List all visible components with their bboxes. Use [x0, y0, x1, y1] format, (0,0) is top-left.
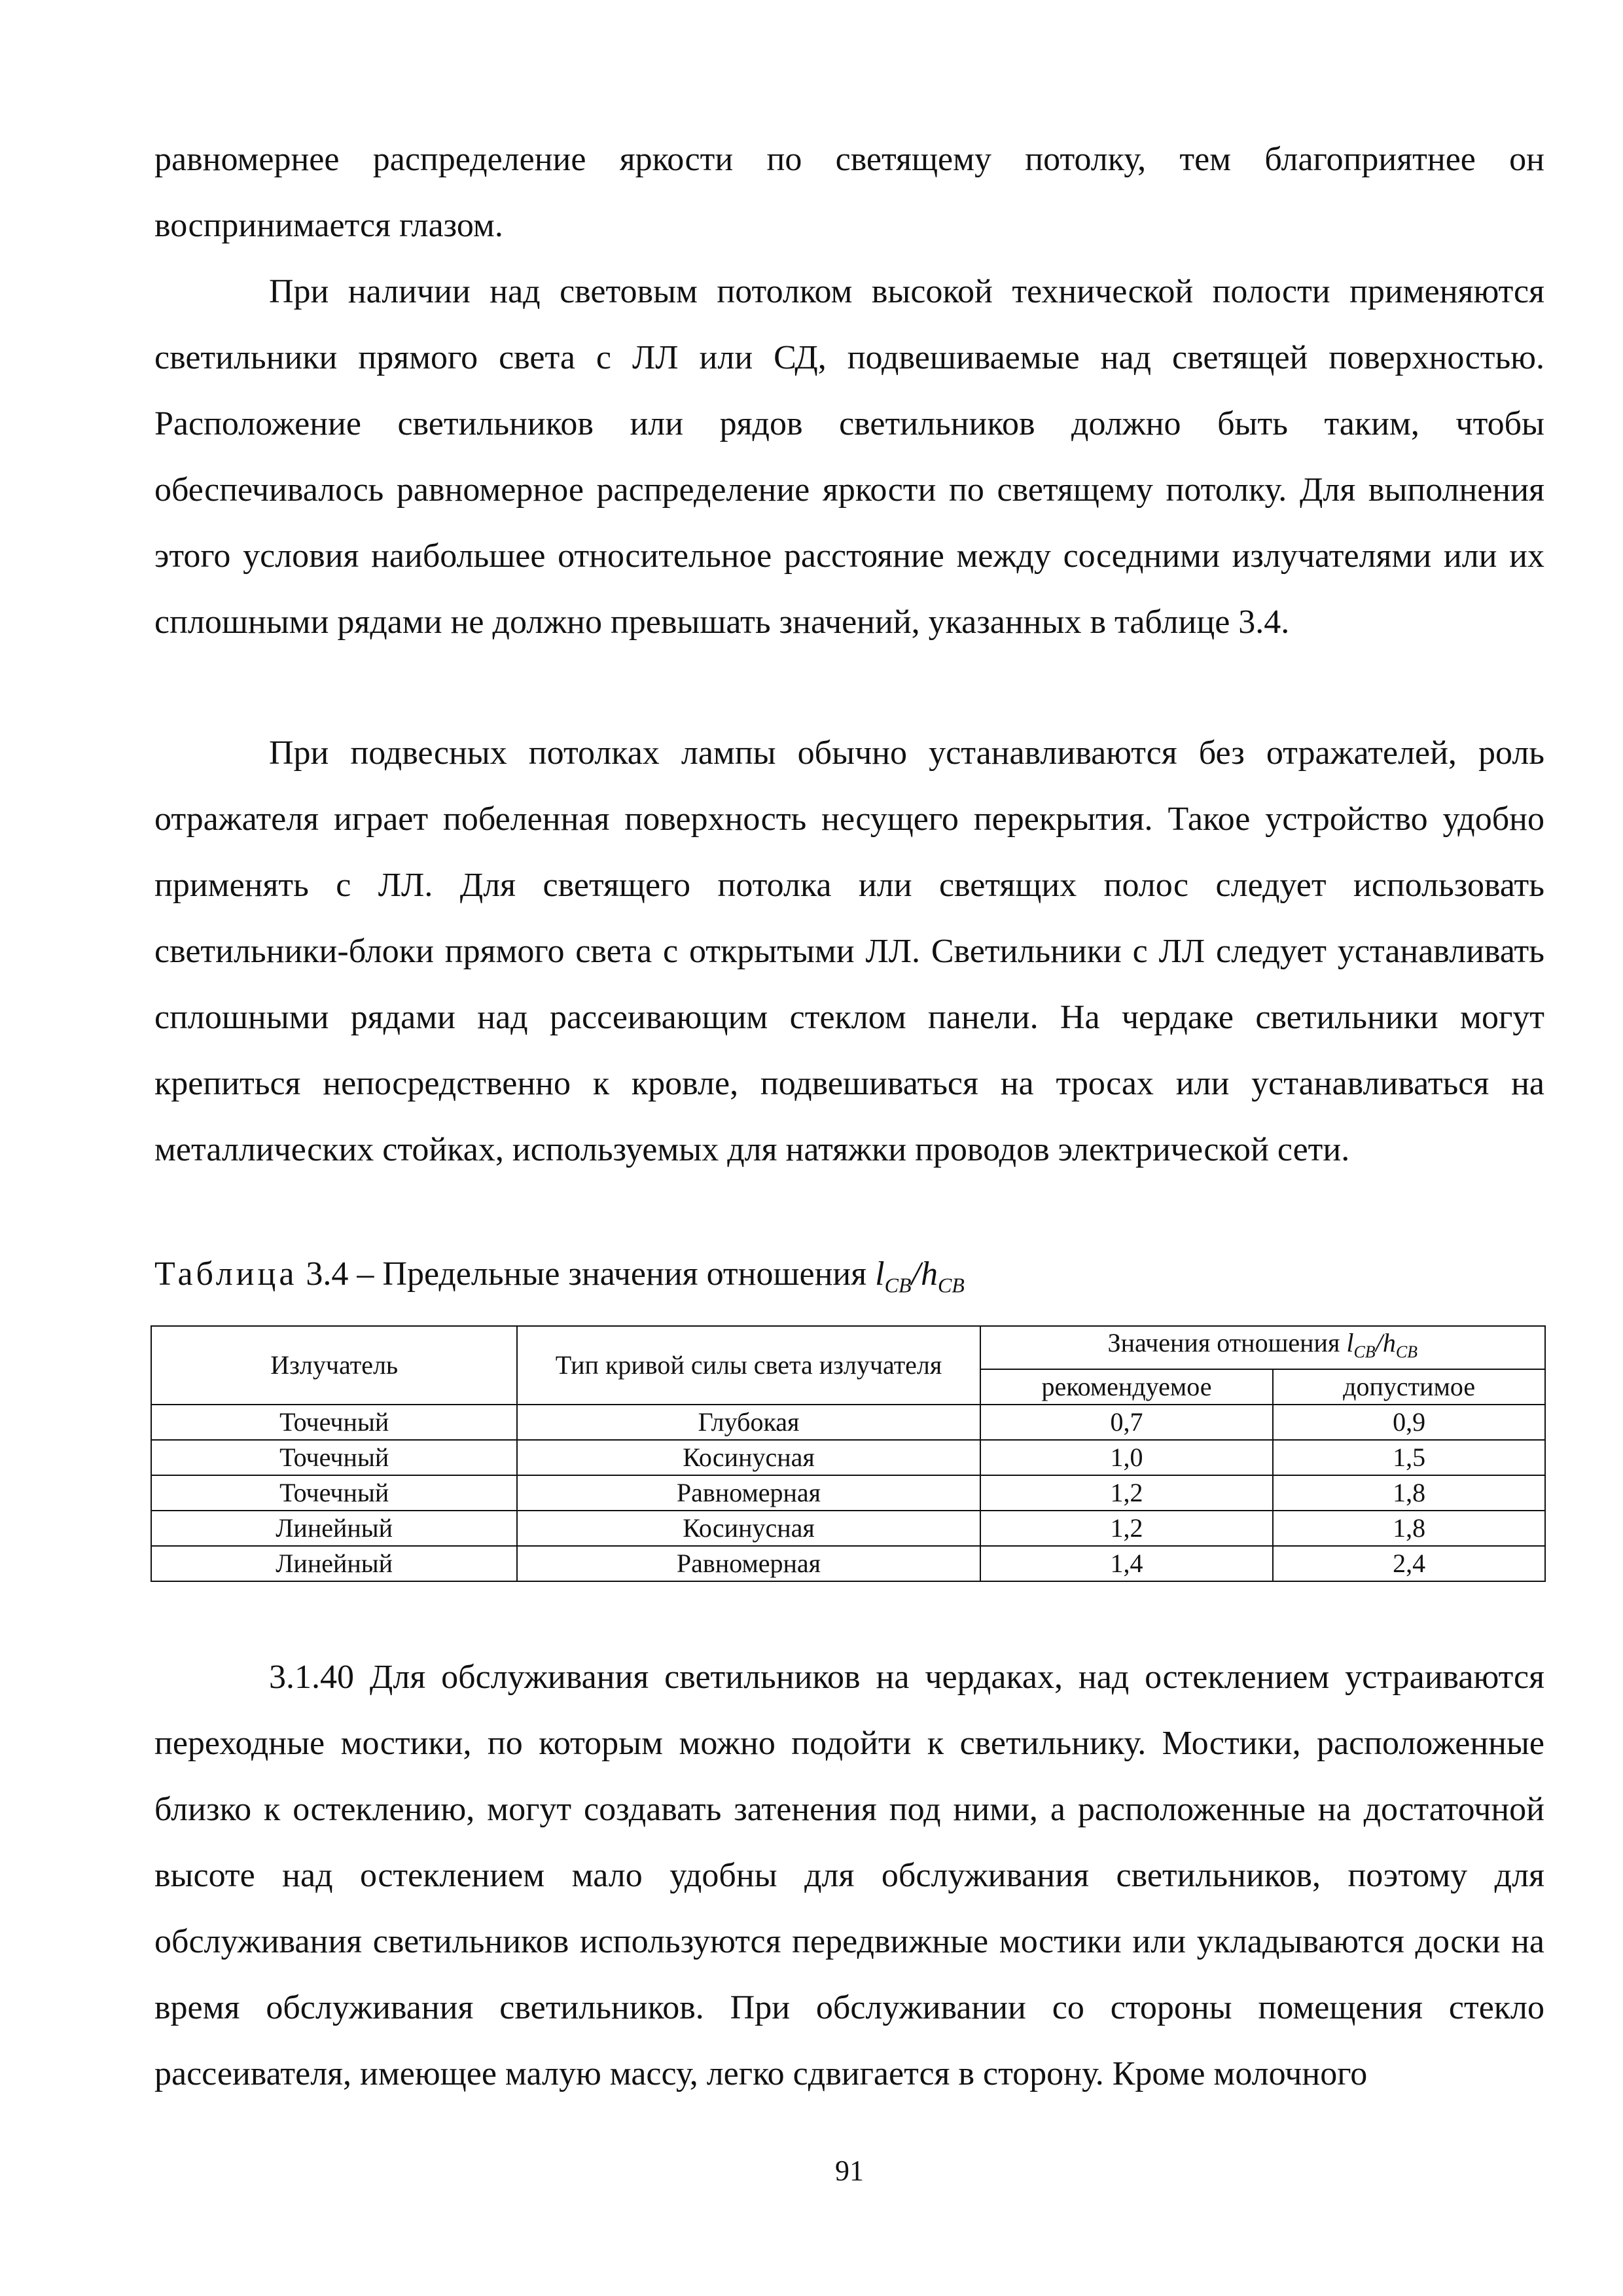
ratio-numerator: l	[875, 1255, 885, 1293]
cell-recommended: 1,4	[980, 1546, 1274, 1581]
table-row	[151, 1440, 1545, 1475]
cell-allowed: 2,4	[1273, 1546, 1545, 1581]
cell-allowed: 1,8	[1273, 1511, 1545, 1546]
header-emitter: Излучатель	[151, 1326, 517, 1405]
ratio-table	[151, 1325, 1546, 1582]
cell-curve-type: Равномерная	[517, 1475, 980, 1511]
ratio-denominator: h	[920, 1255, 938, 1293]
table-row	[151, 1475, 1545, 1511]
ratio-denominator-subscript: СВ	[937, 1273, 965, 1297]
table-row	[151, 1511, 1545, 1546]
table-header-row	[151, 1326, 1545, 1369]
table-row	[151, 1546, 1545, 1581]
table-caption-label: Таблица	[154, 1255, 298, 1293]
header-ratio-values	[980, 1326, 1545, 1369]
cell-curve-type: Равномерная	[517, 1546, 980, 1581]
header-ratio-numerator-subscript: СВ	[1353, 1342, 1376, 1361]
ratio-numerator-subscript: СВ	[884, 1273, 912, 1297]
paragraph-technical-cavity: При наличии над световым потолком высокой технической полости применяются светильники прямого света с ЛЛ или СД, подвешиваемые над светящей поверхностью. Расположение светильников или рядов светильников должно быть таким, чтобы обеспечивалось равномерное распределение яркости по светящему потолку. Для выполнения этого условия наибольшее относительное расстояние между соседними излучателями или их сплошными рядами не должно превышать значений, указанных в таблице 3.4.	[154, 273, 1544, 641]
cell-recommended: 1,0	[980, 1440, 1274, 1475]
header-recommended: рекомендуемое	[980, 1369, 1274, 1405]
paragraph-continuation: равномернее распределение яркости по светящему потолку, тем благоприятнее он воспринимается глазом.	[154, 141, 1544, 244]
header-ratio-prefix: Значения отношения	[1107, 1328, 1340, 1357]
cell-curve-type: Косинусная	[517, 1440, 980, 1475]
header-allowed: допустимое	[1273, 1369, 1545, 1405]
table-row	[151, 1405, 1545, 1440]
paragraph-suspended-ceilings: При подвесных потолках лампы обычно устанавливаются без отражателей, роль отражателя играет побеленная поверхность несущего перекрытия. Такое устройство удобно применять с ЛЛ. Для светящего потолка или светящих полос следует использовать светильники-блоки прямого света с открытыми ЛЛ. Светильники с ЛЛ следует устанавливать сплошными рядами над рассеивающим стеклом панели. На чердаке светильники могут крепиться непосредственно к кровле, подвешиваться на тросах или устанавливаться на металлических стойках, используемых для натяжки проводов электрической сети.	[154, 734, 1544, 1168]
ratio-separator: /	[911, 1255, 921, 1293]
cell-curve-type: Косинусная	[517, 1511, 980, 1546]
table-caption-number: 3.4	[306, 1255, 349, 1293]
cell-allowed: 0,9	[1273, 1405, 1545, 1440]
table-caption-title: – Предельные значения отношения	[357, 1255, 867, 1293]
cell-emitter: Линейный	[151, 1511, 517, 1546]
header-curve-type: Тип кривой силы света излучателя	[517, 1326, 980, 1405]
table-caption	[154, 1251, 965, 1308]
cell-recommended: 0,7	[980, 1405, 1274, 1440]
cell-allowed: 1,8	[1273, 1475, 1545, 1511]
cell-recommended: 1,2	[980, 1475, 1274, 1511]
header-ratio-denominator-subscript: СВ	[1395, 1342, 1418, 1361]
cell-emitter: Точечный	[151, 1440, 517, 1475]
header-ratio-separator: /	[1375, 1328, 1383, 1357]
cell-emitter: Точечный	[151, 1475, 517, 1511]
paragraph-section-3-1-40: 3.1.40 Для обслуживания светильников на чердаках, над остеклением устраиваются переходные мостики, по которым можно подойти к светильнику. Мостики, расположенные близко к остеклению, могут создавать затенения под ними, а расположенные на достаточной высоте над остеклением мало удобны для обслуживания светильников, поэтому для обслуживания светильников используются передвижные мостики или укладываются доски на время обслуживания светильников. При обслуживании со стороны помещения стекло рассеивателя, имеющее малую массу, легко сдвигается в сторону. Кроме молочного	[154, 1659, 1544, 2092]
header-ratio-numerator: l	[1346, 1328, 1354, 1357]
page-number: 91	[835, 2155, 864, 2187]
header-ratio-denominator: h	[1382, 1328, 1396, 1357]
cell-allowed: 1,5	[1273, 1440, 1545, 1475]
cell-emitter: Линейный	[151, 1546, 517, 1581]
cell-emitter: Точечный	[151, 1405, 517, 1440]
cell-recommended: 1,2	[980, 1511, 1274, 1546]
cell-curve-type: Глубокая	[517, 1405, 980, 1440]
